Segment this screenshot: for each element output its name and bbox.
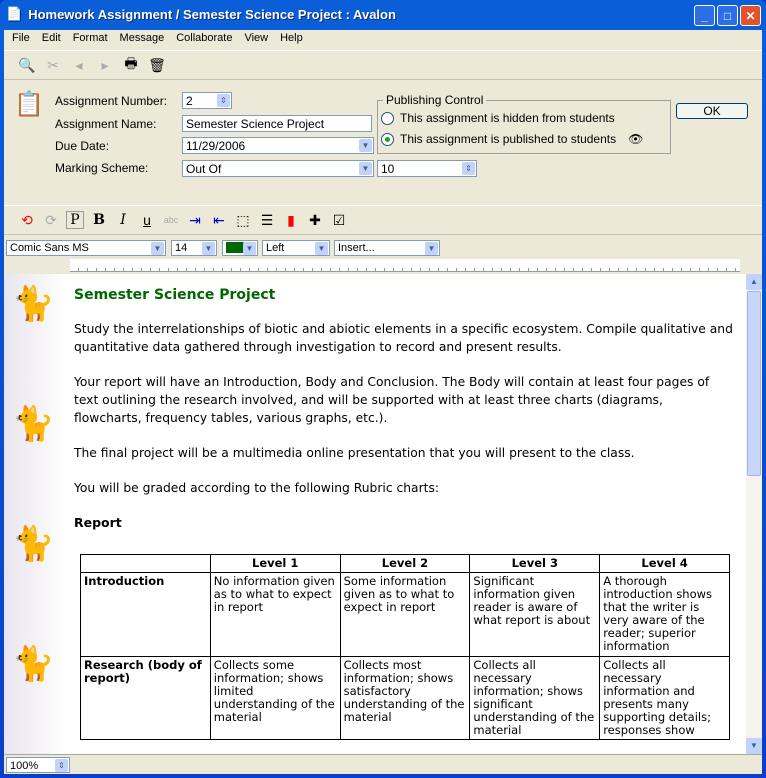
table-header-row: [81, 555, 730, 573]
due-date-select[interactable]: 11/29/2006 ▼: [182, 137, 374, 154]
table-cell: No information given as to what to expect in report: [210, 573, 340, 657]
underline-icon[interactable]: u: [143, 212, 151, 228]
checklist-icon[interactable]: ☑: [332, 211, 346, 228]
align-select[interactable]: Left ▼: [262, 240, 330, 256]
cat-icon: 🐈: [12, 525, 55, 563]
spellcheck-icon[interactable]: ✂: [47, 56, 59, 73]
menu-edit[interactable]: Edit: [41, 32, 61, 44]
minimize-button[interactable]: _: [694, 5, 715, 26]
paragraph: Your report will have an Introduction, Body and Conclusion. The Body will contain at least four pages of text outlining the research involved, and will be supported with at least three charts (diagrams, flowcharts, frequency tables, various graphs, etc.).: [74, 375, 710, 425]
table-cell: Significant information given reader is aware of what report is about: [470, 573, 600, 657]
insert-select[interactable]: Insert... ▼: [334, 240, 440, 256]
header-cell: [81, 555, 211, 573]
menu-collaborate[interactable]: Collaborate: [176, 32, 233, 44]
menu-view[interactable]: View: [244, 32, 269, 44]
published-radio[interactable]: This assignment is published to students 👁: [381, 132, 643, 146]
assignment-icon: 📋: [14, 91, 44, 118]
ok-button[interactable]: OK: [676, 103, 748, 119]
assignment-number-stepper[interactable]: 2 ⇕: [182, 92, 232, 109]
menu-message[interactable]: Message: [119, 32, 165, 44]
header-cell: Level 4: [600, 555, 730, 573]
publishing-legend: Publishing Control: [383, 93, 486, 107]
close-button[interactable]: ✕: [740, 5, 761, 26]
due-label: Due Date:: [55, 139, 110, 153]
eraser-icon[interactable]: ▮: [287, 211, 295, 228]
window-title: Homework Assignment / Semester Science Project : Avalon: [28, 6, 396, 22]
table-cell: Some information given as to what to expect in report: [340, 573, 470, 657]
header-cell: Level 1: [210, 555, 340, 573]
strikethrough-icon[interactable]: abc: [163, 215, 179, 225]
menu-bar: [4, 30, 309, 48]
header-cell: Level 2: [340, 555, 470, 573]
print-icon[interactable]: 🖶: [124, 55, 138, 71]
doc-title: Semester Science Project: [74, 287, 276, 303]
scheme-label: Marking Scheme:: [55, 161, 149, 175]
trash-icon[interactable]: 🗑: [148, 56, 166, 73]
eye-icon: 👁: [628, 132, 644, 146]
scroll-down-button[interactable]: ▼: [746, 738, 762, 754]
select-table-icon[interactable]: ⬚: [236, 211, 250, 228]
zoom-select[interactable]: 100% ⇕: [6, 757, 70, 773]
paragraph-icon[interactable]: P: [66, 211, 84, 229]
hidden-radio[interactable]: This assignment is hidden from students: [381, 111, 615, 125]
rubric-table: [80, 554, 730, 740]
table-row: [81, 573, 730, 657]
marking-scheme-select[interactable]: Out Of ▼: [182, 160, 374, 177]
menu-format[interactable]: Format: [72, 32, 108, 44]
table-cell: Collects all necessary information and presents many supporting details; responses show: [600, 657, 730, 740]
previous-icon[interactable]: ◂: [75, 56, 83, 73]
menu-file[interactable]: File: [12, 32, 30, 44]
cat-icon: 🐈: [12, 645, 55, 683]
table-cell: A thorough introduction shows that the writer is very aware of the reader; superior information: [600, 573, 730, 657]
status-bar: [4, 754, 762, 774]
color-select[interactable]: ▼: [222, 240, 258, 256]
undo-icon[interactable]: ⟲: [21, 211, 33, 228]
next-icon[interactable]: ▸: [101, 56, 109, 73]
redo-icon[interactable]: ⟳: [45, 211, 57, 228]
title-bar: [6, 6, 396, 22]
maximize-button[interactable]: □: [717, 5, 738, 26]
table-row: [81, 657, 730, 740]
menu-help[interactable]: Help: [280, 32, 303, 44]
decorative-sidebar: [4, 274, 66, 754]
vertical-scrollbar[interactable]: [746, 274, 762, 754]
out-of-stepper[interactable]: 10 ⇕: [377, 160, 477, 177]
number-label: Assignment Number:: [55, 94, 168, 108]
paragraph: You will be graded according to the following Rubric charts:: [74, 481, 440, 495]
search-icon[interactable]: 🔍: [18, 56, 36, 73]
row-header: Introduction: [81, 573, 211, 657]
indent-icon[interactable]: ⇥: [189, 211, 201, 228]
paragraph: Study the interrelationships of biotic and abiotic elements in a specific ecosystem. Compile qualitative and quantitative data gathered through investigation to record and present results.: [74, 322, 733, 354]
publishing-control-group: [377, 93, 671, 154]
font-select[interactable]: Comic Sans MS ▼: [6, 240, 166, 256]
name-label: Assignment Name:: [55, 117, 157, 131]
cat-icon: 🐈: [12, 285, 55, 323]
table-cell: Collects some information; shows limited understanding of the material: [210, 657, 340, 740]
bold-icon[interactable]: B: [93, 212, 105, 228]
size-select[interactable]: 14 ▼: [171, 240, 217, 256]
section-heading: Report: [74, 515, 122, 530]
paragraph: The final project will be a multimedia online presentation that you will present to the class.: [74, 446, 635, 460]
app-icon: 📄: [6, 6, 23, 21]
table-cell: Collects all necessary information; shows significant understanding of the material: [470, 657, 600, 740]
assignment-name-input[interactable]: Semester Science Project: [182, 115, 372, 132]
header-cell: Level 3: [470, 555, 600, 573]
scroll-thumb[interactable]: [747, 291, 761, 476]
add-link-icon[interactable]: ✚: [309, 211, 321, 228]
row-header: Research (body of report): [81, 657, 211, 740]
ruler[interactable]: [70, 259, 740, 272]
list-check-icon[interactable]: ☰: [260, 211, 274, 228]
editor-content[interactable]: [4, 274, 746, 754]
table-cell: Collects most information; shows satisfactory understanding of the material: [340, 657, 470, 740]
outdent-icon[interactable]: ⇤: [213, 211, 225, 228]
italic-icon[interactable]: I: [120, 212, 126, 228]
scroll-up-button[interactable]: ▲: [746, 274, 762, 290]
cat-icon: 🐈: [12, 405, 55, 443]
